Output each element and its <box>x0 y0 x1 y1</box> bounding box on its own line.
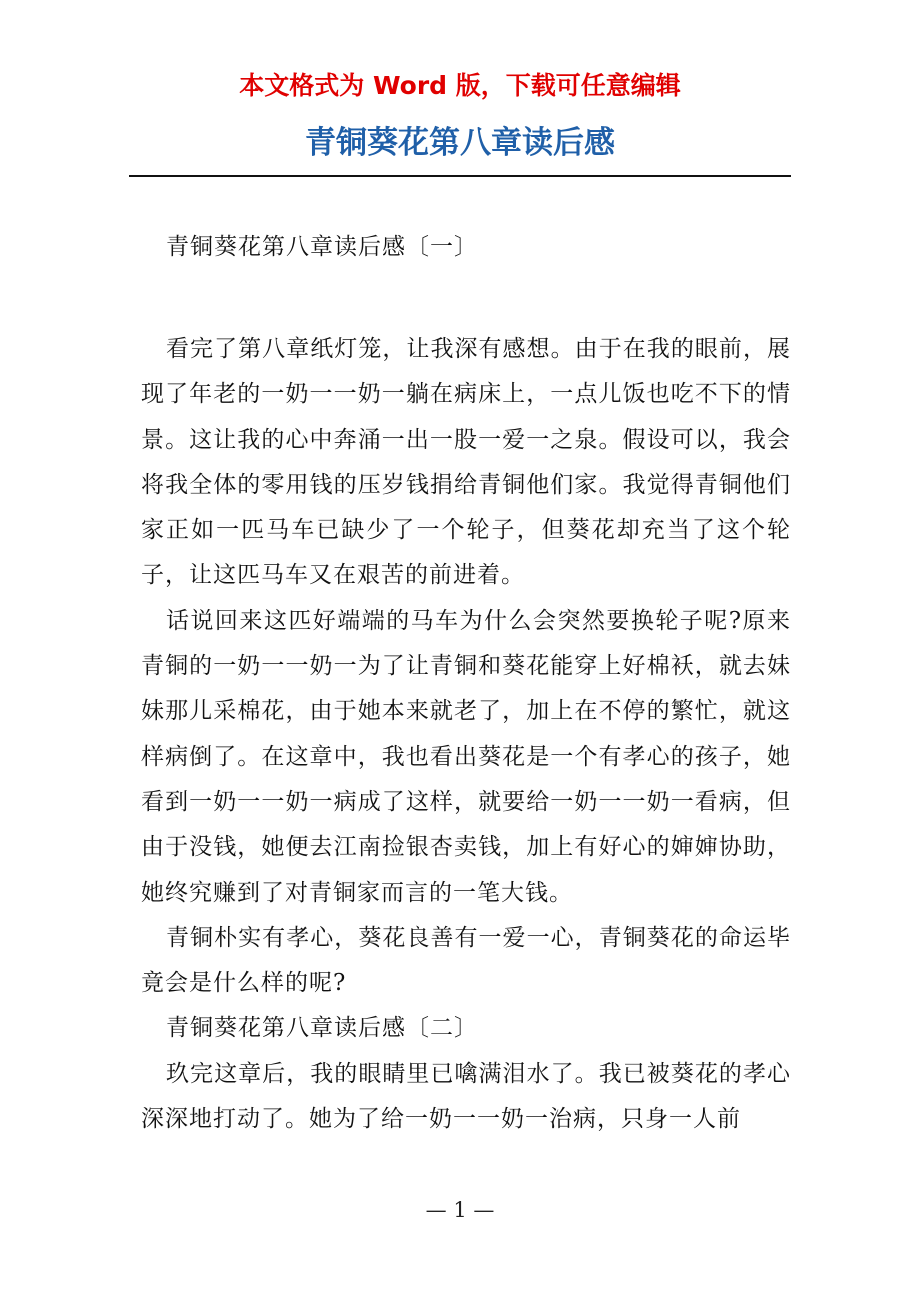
section-heading-block-1 <box>141 225 791 270</box>
body-paragraph: 话说回来这匹好端端的马车为什么会突然要换轮子呢?原来青铜的一奶一一奶一为了让青铜和葵花能穿上好棉袄，就去妹妹那儿采棉花，由于她本来就老了，加上在不停的繁忙，就这样病倒了。在这章中，我也看出葵花是一个有孝心的孩子，她看到一奶一一奶一病成了这样，就要给一奶一一奶一看病，但由于没钱，她便去江南捡银杏卖钱，加上有好心的婶婶协助，她终究赚到了对青铜家而言的一笔大钱。 <box>141 607 791 906</box>
editable-notice: 本文格式为 Word 版，下载可任意编辑 <box>239 71 681 100</box>
section-heading-1: 青铜葵花第八章读后感〔一〕 <box>166 234 478 260</box>
page-number: — 1 — <box>425 1198 495 1222</box>
body-paragraph: 青铜朴实有孝心，葵花良善有一爱一心，青铜葵花的命运毕竟会是什么样的呢? <box>141 924 791 997</box>
body-paragraph: 看完了第八章纸灯笼，让我深有感想。由于在我的眼前，展现了年老的一奶一一奶一躺在病床上，一点儿饭也吃不下的情景。这让我的心中奔涌一出一股一爱一之泉。假设可以，我会将我全体的零用钱的压岁钱捐给青铜他们家。我觉得青铜他们家正如一匹马车已缺少了一个轮子，但葵花却充当了这个轮子，让这匹马车又在艰苦的前进着。 <box>141 336 791 589</box>
document-body <box>141 327 791 1142</box>
body-paragraph: 玖完这章后，我的眼睛里已噙满泪水了。我已被葵花的孝心深深地打动了。她为了给一奶一一奶一治病，只身一人前 <box>141 1060 791 1133</box>
document-title: 青铜葵花第八章读后感 <box>305 125 615 161</box>
section-heading-2: 青铜葵花第八章读后感〔二〕 <box>166 1015 478 1042</box>
title-divider <box>129 175 791 177</box>
